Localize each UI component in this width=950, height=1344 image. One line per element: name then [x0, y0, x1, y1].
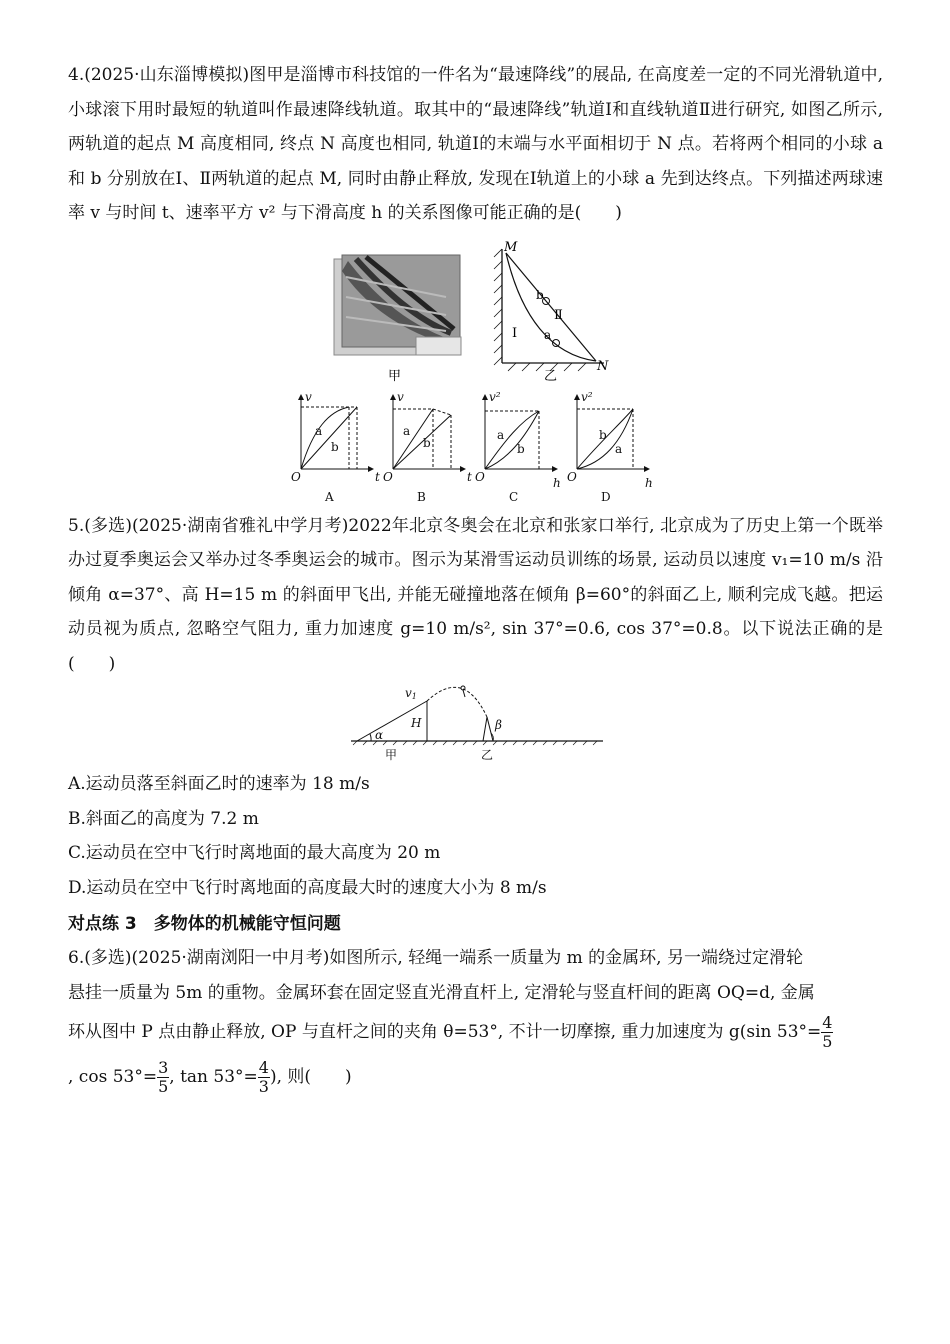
question-4-text: 4.(2025·山东淄博模拟)图甲是淄博市科技馆的一件名为“最速降线”的展品, 在高度差一定的不同光滑轨道中, 小球滚下用时最短的轨道叫作最速降线轨道。取其中的“最速降线”轨道Ⅰ和直线轨道Ⅱ进行研究, 如图乙所示, 两轨道的起点 M 高度相同, 终点 N 高度也相同, 轨道Ⅰ的末端与水平面相切于 N 点。若将两个相同的小球 a 和 b 分别放在Ⅰ、Ⅱ两轨道的起点 M, 同时由静止释放, 发现在Ⅰ轨道上的小球 a 先到达终点。下列描述两球速率 v 与时间 t、速率平方 v² 与下滑高度 h 的关系图像可能正确的是( )	[68, 65, 883, 223]
graph-A-ylabel: v	[304, 389, 312, 404]
graph-A-curve-a: a	[314, 423, 322, 438]
sin-fraction: $\frac{4}{5}$	[822, 1013, 833, 1051]
exhibit-image	[334, 255, 461, 355]
graph-D-origin: O	[566, 469, 577, 484]
cos-fraction: $\frac{3}{5}$	[158, 1058, 169, 1096]
graph-C-curve-a: a	[496, 427, 504, 442]
document-page	[68, 58, 883, 1100]
fig-label-jia: 甲	[387, 368, 401, 384]
option-b: B.斜面乙的高度为 7.2 m	[68, 808, 259, 829]
q5-ski-figure	[341, 683, 611, 765]
graph-C-curve-b: b	[516, 441, 525, 456]
q6-end: ), 则( )	[269, 1067, 352, 1087]
label-v1: v1	[404, 686, 417, 701]
label-H: H	[410, 716, 421, 730]
graph-A-origin: O	[290, 469, 301, 484]
q4-option-graphs	[291, 389, 661, 507]
graph-C-label: C	[508, 489, 518, 504]
tan-fraction: $\frac{4}{3}$	[258, 1058, 269, 1096]
q6-line-1: 6.(多选)(2025·湖南浏阳一中月考)如图所示, 轻绳一端系一质量为 m 的金属环, 另一端绕过定滑轮	[68, 948, 803, 968]
graph-A-label: A	[324, 489, 334, 504]
graph-B-label: B	[416, 489, 426, 504]
graph-D-label: D	[600, 489, 611, 504]
q5-options	[68, 767, 883, 905]
option-c: C.运动员在空中飞行时离地面的最大高度为 20 m	[68, 843, 441, 863]
q6-line-3	[68, 1010, 883, 1054]
graph-D-curve-b: b	[598, 427, 607, 442]
graph-A	[301, 395, 373, 469]
graph-C-ylabel: v²	[488, 389, 501, 404]
graph-B-ylabel: v	[396, 389, 404, 404]
option-d: D.运动员在空中飞行时离地面的高度最大时的速度大小为 8 m/s	[68, 877, 547, 898]
graph-C	[485, 395, 557, 469]
question-5-text: 5.(多选)(2025·湖南省雅礼中学月考)2022年北京冬奥会在北京和张家口举行, 北京成为了历史上第一个既举办过夏季奥运会又举办过冬季奥运会的城市。图示为某滑雪运动员训练的场景, 运动员以速度 v₁=10 m/s 沿倾角 α=37°、高 H=15 m 的斜面甲飞出, 并能无碰撞地落在倾角 β=60°的斜面乙上, 顺利完成飞越。把运动员视为质点, 忽略空气阻力, 重力加速度 g=10 m/s², sin 37°=0.6, cos 37°=0.8。以下说法正确的是( )	[68, 515, 883, 674]
graph-D-curve-a: a	[614, 441, 622, 456]
graph-C-xlabel: h	[552, 475, 561, 490]
graph-D-ylabel: v²	[580, 389, 593, 404]
label-ball-b: b	[535, 287, 544, 302]
graph-A-curve-b: b	[330, 439, 339, 454]
fig-label-yi: 乙	[543, 368, 557, 384]
graph-B-curve-a: a	[402, 423, 410, 438]
question-6	[68, 941, 883, 1100]
label-jia: 甲	[384, 748, 397, 762]
track-diagram	[494, 249, 604, 371]
tan-label: , tan 53°=	[169, 1067, 258, 1087]
label-yi: 乙	[480, 748, 493, 762]
label-ball-a: a	[543, 327, 551, 342]
graph-C-origin: O	[474, 469, 485, 484]
q6-line-3-text: 环从图中 P 点由静止释放, OP 与直杆之间的夹角 θ=53°, 不计一切摩擦, 重力加速度为 g(sin 53°=	[68, 1022, 822, 1042]
graph-B-curve-b: b	[422, 435, 431, 450]
graph-D	[577, 395, 649, 469]
label-alpha: α	[374, 728, 383, 742]
label-track-I: Ⅰ	[511, 325, 517, 341]
q6-line-4	[68, 1054, 883, 1100]
q4-figure-top	[326, 237, 626, 387]
q6-line-2: 悬挂一质量为 5m 的重物。金属环套在固定竖直光滑直杆上, 定滑轮与竖直杆间的距离 OQ=d, 金属	[68, 982, 815, 1003]
label-track-II: Ⅱ	[553, 307, 563, 323]
cos-label: , cos 53°=	[68, 1067, 158, 1087]
option-a: A.运动员落至斜面乙时的速率为 18 m/s	[68, 774, 370, 794]
graph-B-origin: O	[382, 469, 393, 484]
graph-A-xlabel: t	[374, 469, 380, 484]
flight-path	[427, 687, 487, 717]
label-M: M	[503, 239, 517, 255]
label-beta: β	[494, 718, 502, 732]
graph-D-xlabel: h	[644, 475, 653, 490]
label-N: N	[596, 358, 608, 374]
section-heading: 对点练 3 多物体的机械能守恒问题	[68, 914, 341, 934]
track-II-line	[506, 253, 596, 361]
graph-B-xlabel: t	[466, 469, 472, 484]
